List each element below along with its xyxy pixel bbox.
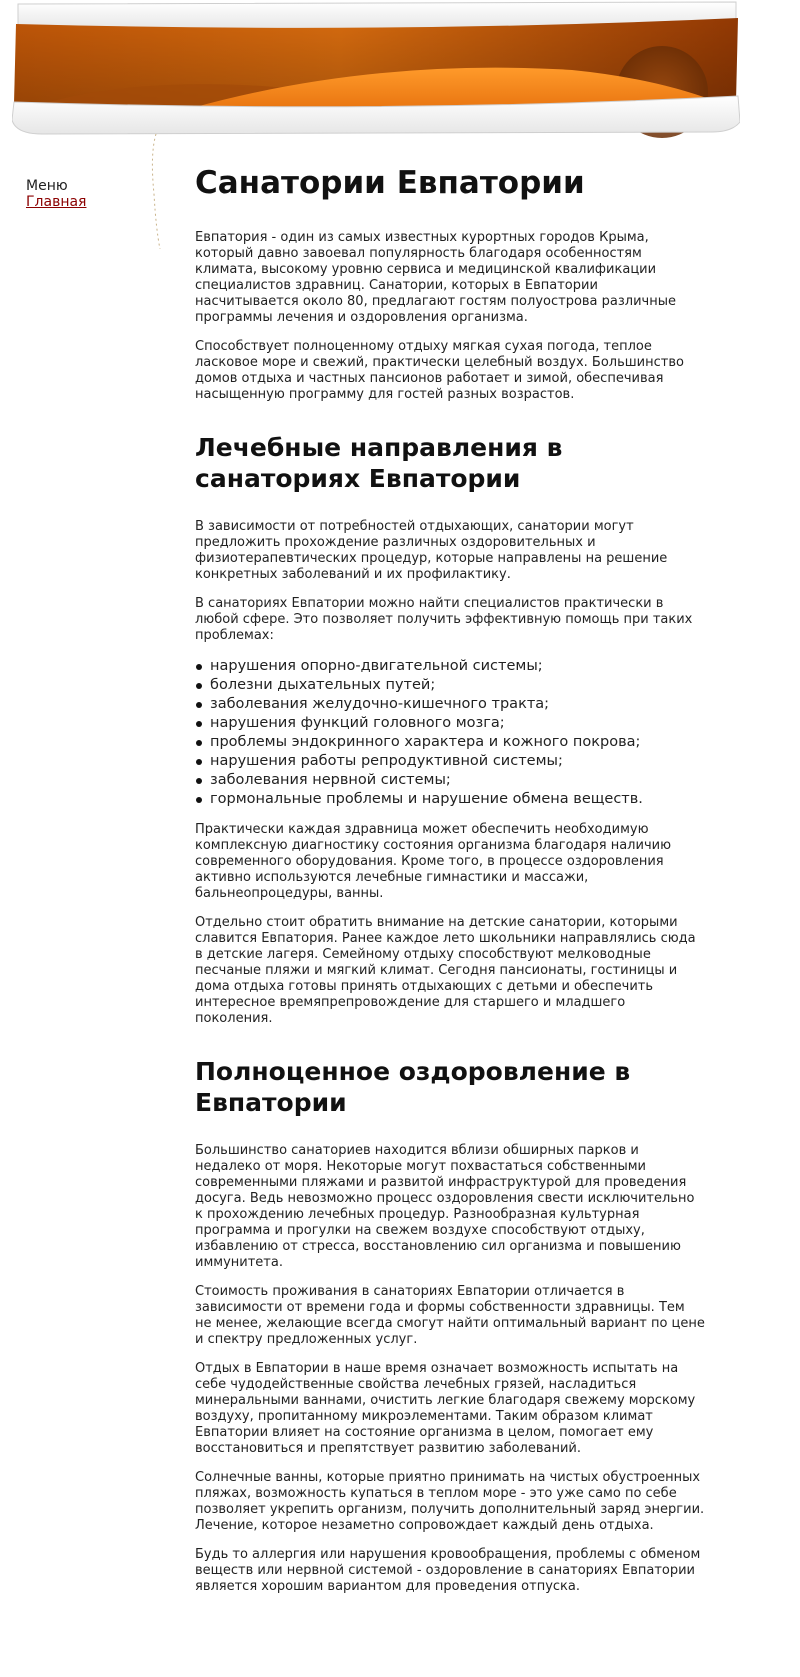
list-item: заболевания желудочно-кишечного тракта; [210, 695, 705, 714]
list-item: проблемы эндокринного характера и кожного покрова; [210, 733, 705, 752]
paragraph: Практически каждая здравница может обеспечить необходимую комплексную диагностику состояния организма благодаря наличию современного оборудования. Кроме того, в процессе оздоровления активно используются лечебные гимнастики и массажи, бальнеопроцедуры, ванны. [195, 822, 672, 901]
paragraph: В санаториях Евпатории можно найти специалистов практически в любой сфере. Это позволяет получить эффективную помощь при таких проблемах: [195, 596, 693, 643]
main-content [195, 164, 705, 1608]
list-item: нарушения опорно-двигательной системы; [210, 657, 705, 676]
sunset-banner-image [12, 0, 740, 140]
list-item: заболевания нервной системы; [210, 771, 705, 790]
header-banner [12, 0, 740, 140]
page-title: Санатории Евпатории [195, 165, 585, 201]
sidebar-divider [150, 134, 170, 249]
list-item: гормональные проблемы и нарушение обмена веществ. [210, 790, 705, 809]
list-item: нарушения работы репродуктивной системы; [210, 752, 705, 771]
paragraph: Большинство санаториев находится вблизи обширных парков и недалеко от моря. Некоторые могут похвастаться собственными современными пляжами и развитой инфраструктурой для проведения досуга. Ведь невозможно процесс оздоровления свести исключительно к прохождению лечебных процедур. Разнообразная культурная программа и прогулки на свежем воздухе способствуют отдыху, избавлению от стресса, восстановлению сил организма и повышению иммунитета. [195, 1143, 695, 1270]
paragraph: Стоимость проживания в санаториях Евпатории отличается в зависимости от времени года и формы собственности здравницы. Тем не менее, желающие всегда смогут найти оптимальный вариант по цене и спектру предложенных услуг. [195, 1284, 705, 1347]
section-heading: Лечебные направления в санаториях Евпатории [195, 433, 563, 493]
paragraph: Солнечные ванны, которые приятно принимать на чистых обустроенных пляжах, возможность купаться в теплом море - это уже само по себе позволяет укрепить организм, получить дополнительный заряд энергии. Лечение, которое незаметно сопровождает каждый день отдыха. [195, 1470, 705, 1533]
menu-title: Меню [26, 178, 68, 194]
conditions-list [195, 657, 705, 809]
paragraph: Евпатория - один из самых известных курортных городов Крыма, который давно завоевал популярность благодаря особенностям климата, высокому уровню сервиса и медицинской квалификации специалистов здравниц. Санатории, которых в Евпатории насчитывается около 80, предлагают гостям полуострова различные программы лечения и оздоровления организма. [195, 230, 676, 325]
section-heading: Полноценное оздоровление в Евпатории [195, 1057, 631, 1117]
paragraph: Отдых в Евпатории в наше время означает возможность испытать на себе чудодейственные свойства лечебных грязей, насладиться минеральными ваннами, очистить легкие благодаря свежему морскому воздуху, пропитанному микроэлементами. Таким образом климат Евпатории влияет на состояние организма в целом, помогает ему восстановиться и препятствует развитию заболеваний. [195, 1361, 696, 1456]
list-item: болезни дыхательных путей; [210, 676, 705, 695]
sidebar-menu [26, 178, 146, 210]
paragraph: Будь то аллергия или нарушения кровообращения, проблемы с обменом веществ или нервной системой - оздоровление в санаториях Евпатории является хорошим вариантом для проведения отпуска. [195, 1547, 701, 1594]
list-item: нарушения функций головного мозга; [210, 714, 705, 733]
paragraph: В зависимости от потребностей отдыхающих, санатории могут предложить прохождение различных оздоровительных и физиотерапевтических процедур, которые направлены на решение конкретных заболеваний и их профилактику. [195, 519, 668, 582]
paragraph: Отдельно стоит обратить внимание на детские санатории, которыми славится Евпатория. Ранее каждое лето школьники направлялись сюда в детские лагеря. Семейному отдыху способствуют мелководные песчаные пляжи и мягкий климат. Сегодня пансионаты, гостиницы и дома отдыха готовы принять отдыхающих с детьми и обеспечить интересное времяпрепровождение для старшего и младшего поколения. [195, 915, 696, 1026]
paragraph: Способствует полноценному отдыху мягкая сухая погода, теплое ласковое море и свежий, практически целебный воздух. Большинство домов отдыха и частных пансионов работает и зимой, обеспечивая насыщенную программу для гостей разных возрастов. [195, 339, 684, 402]
nav-link-home[interactable]: Главная [26, 194, 87, 210]
